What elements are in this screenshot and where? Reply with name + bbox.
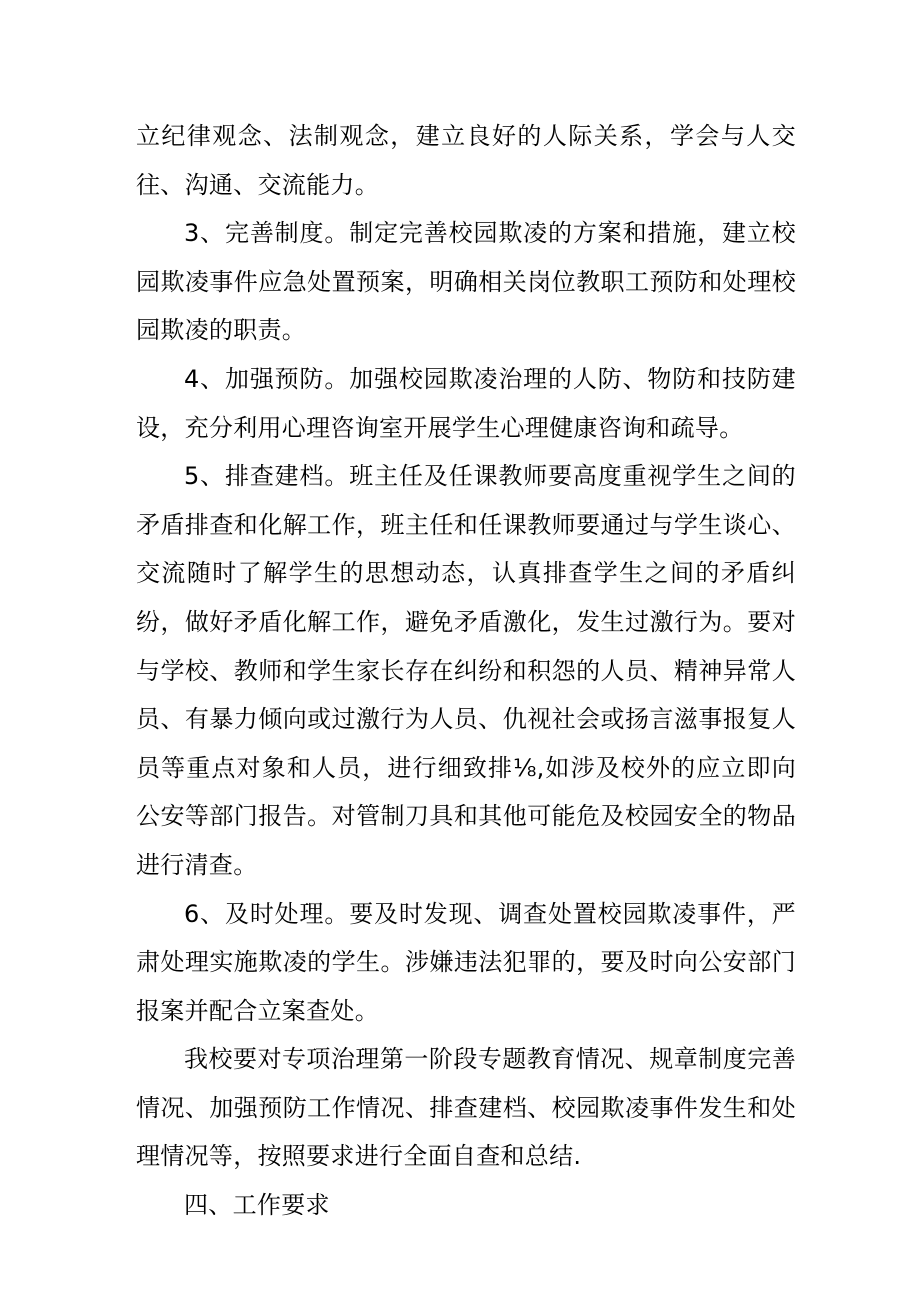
- document-body: [136, 112, 796, 1230]
- paragraph-item-6: 6、及时处理。要及时发现、调查处置校园欺凌事件，严肃处理实施欺凌的学生。涉嫌违法犯罪的，要及时向公安部门报案并配合立案查处。: [136, 899, 796, 1025]
- paragraph-item-5: 5、排查建档。班主任及任课教师要高度重视学生之间的矛盾排查和化解工作，班主任和任课教师要通过与学生谈心、交流随时了解学生的思想动态，认真排查学生之间的矛盾纠纷，做好矛盾化解工作，避免矛盾激化，发生过激行为。要对与学校、教师和学生家长存在纠纷和积怨的人员、精神异常人员、有暴力倾向或过激行为人员、仇视社会或扬言滋事报复人员等重点对象和人员，进行细致排⅛,如涉及校外的应立即向公安等部门报告。对管制刀具和其他可能危及校园安全的物品进行清查。: [136, 462, 796, 879]
- paragraph-item-4: 4、加强预防。加强校园欺凌治理的人防、物防和技防建设，充分利用心理咨询室开展学生心理健康咨询和疏导。: [136, 364, 796, 442]
- paragraph-item-3: 3、完善制度。制定完善校园欺凌的方案和措施，建立校园欺凌事件应急处置预案，明确相关岗位教职工预防和处理校园欺凌的职责。: [136, 219, 796, 345]
- section-heading: 四、工作要求: [184, 1191, 330, 1220]
- paragraph-summary: 我校要对专项治理第一阶段专题教育情况、规章制度完善情况、加强预防工作情况、排查建档、校园欺凌事件发生和处理情况等，按照要求进行全面自查和总结.: [136, 1045, 796, 1171]
- paragraph-continuation: 立纪律观念、法制观念，建立良好的人际关系，学会与人交往、沟通、交流能力。: [136, 122, 796, 199]
